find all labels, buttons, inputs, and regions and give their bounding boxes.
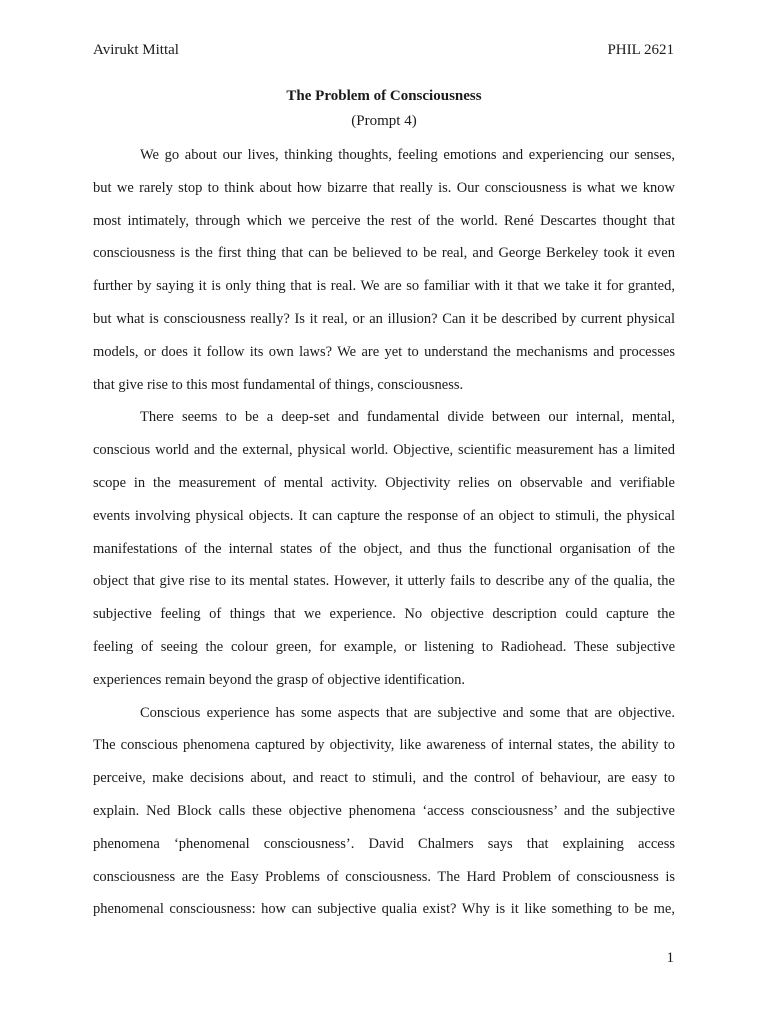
text-line: conscious world and the external, physical world. Objective, scientific measurement has a limited bbox=[93, 442, 675, 459]
text-line: consciousness is the first thing that can be believed to be real, and George Berkeley took it even bbox=[93, 245, 675, 262]
text-line: explain. Ned Block calls these objective phenomena ‘access consciousness’ and the subjective bbox=[93, 802, 675, 819]
text-line: perceive, make decisions about, and react to stimuli, and the control of behaviour, are easy to bbox=[93, 770, 675, 787]
text-line: events involving physical objects. It can capture the response of an object to stimuli, the physical bbox=[93, 507, 675, 524]
essay-body bbox=[93, 144, 675, 931]
text-line: scope in the measurement of mental activity. Objectivity relies on observable and verifiable bbox=[93, 474, 675, 491]
text-line: object that give rise to its mental states. However, it utterly fails to describe any of the qualia, the bbox=[93, 573, 675, 590]
text-line: that give rise to this most fundamental of things, consciousness. bbox=[93, 376, 464, 393]
essay-title: The Problem of Consciousness bbox=[286, 88, 482, 104]
text-line: consciousness are the Easy Problems of consciousness. The Hard Problem of consciousness is bbox=[93, 868, 675, 885]
text-line: but we rarely stop to think about how bizarre that really is. Our consciousness is what we know bbox=[93, 179, 675, 196]
text-line: most intimately, through which we perceive the rest of the world. René Descartes thought that bbox=[93, 212, 675, 229]
text-line: subjective feeling of things that we experience. No objective description could capture the bbox=[93, 606, 675, 623]
text-line: The conscious phenomena captured by objectivity, like awareness of internal states, the ability to bbox=[93, 737, 675, 754]
text-line: There seems to be a deep-set and fundamental divide between our internal, mental, bbox=[140, 409, 675, 426]
text-line: further by saying it is only thing that is real. We are so familiar with it that we take it for granted, bbox=[93, 278, 675, 295]
course-code: PHIL 2621 bbox=[607, 42, 674, 58]
text-line: We go about our lives, thinking thoughts, feeling emotions and experiencing our senses, bbox=[140, 147, 675, 163]
essay-subtitle: (Prompt 4) bbox=[351, 113, 417, 129]
text-line: models, or does it follow its own laws? We are yet to understand the mechanisms and processes bbox=[93, 343, 675, 360]
text-line: phenomenal consciousness: how can subjective qualia exist? Why is it like something to be me, bbox=[93, 901, 675, 918]
text-line: feeling of seeing the colour green, for example, or listening to Radiohead. These subjective bbox=[93, 638, 675, 655]
text-line: phenomena ‘phenomenal consciousness’. David Chalmers says that explaining access bbox=[93, 835, 675, 852]
text-line: experiences remain beyond the grasp of objective identification. bbox=[93, 671, 466, 688]
text-line: but what is consciousness really? Is it real, or an illusion? Can it be described by current physical bbox=[93, 310, 675, 327]
text-line: manifestations of the internal states of the object, and thus the functional organisation of the bbox=[93, 540, 675, 557]
author-name: Avirukt Mittal bbox=[93, 42, 179, 58]
text-line: Conscious experience has some aspects that are subjective and some that are objective. bbox=[140, 704, 675, 721]
page-number: 1 bbox=[666, 950, 674, 966]
